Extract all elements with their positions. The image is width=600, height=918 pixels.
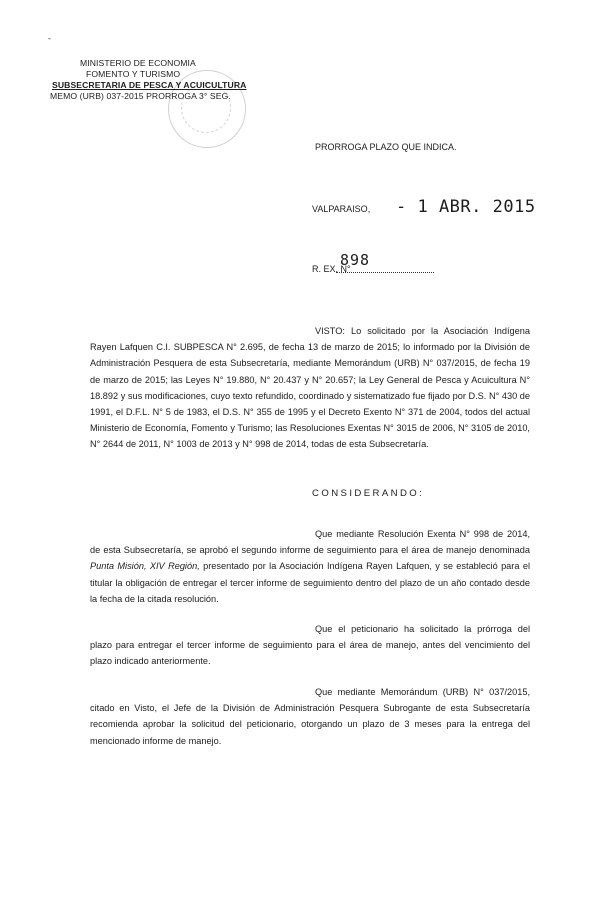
date-stamp: - 1 ABR. 2015 [396,197,536,217]
considerando-2-lead: Que el peticionario ha solicitado la prórroga del [315,624,530,634]
considerando-2-body: plazo para entregar el tercer informe de seguimiento para el área de manejo, antes del vencimiento del plazo indicado anteriormente. [90,640,530,667]
considerando-3-lead: Que mediante Memorándum (URB) N° [315,687,484,697]
document-subject: PRORROGA PLAZO QUE INDICA. [315,142,457,152]
letterhead-ministry: MINISTERIO DE ECONOMIA [80,58,196,68]
resolution-label: R. EX. N° [312,264,351,274]
place-label: VALPARAISO, [312,204,371,214]
visto-paragraph [90,323,530,453]
letterhead-fomento: FOMENTO Y TURISMO [86,69,181,79]
considerando-1-lead: Que mediante Resolución Exenta N° 998 de [315,529,504,539]
considerando-paragraph-1 [90,526,530,607]
margin-mark: - [48,33,51,43]
visto-lead: VISTO: Lo solicitado por la Asociación Indígena [315,326,530,336]
considerando-heading: CONSIDERANDO: [312,488,425,499]
considerando-paragraph-3 [90,684,530,749]
resolution-number-line [336,272,434,273]
resolution-number: 898 [340,251,371,269]
letterhead-subsecretaria: SUBSECRETARIA DE PESCA Y ACUICULTURA [52,80,247,90]
letterhead [50,58,247,102]
area-name: Punta Misión, XIV Región, [90,561,200,572]
visto-body: Rayen Lafquen C.I. SUBPESCA N° 2.695, de fecha 13 de marzo de 2015; lo informado por la División de Administración Pesquera de esta Subsecretaría, mediante Memorándum (URB) N° 037/2015, de fecha 19 de marzo de 2015; las Leyes N° 19.880, N° 20.437 y N° 20.657; la Ley General de Pesca y Acuicultura N° 18.892 y sus modificaciones, cuyo texto refundido, coordinado y sistematizado fue fijado por D.S. N° 430 de 1991, el D.F.L. N° 5 de 1983, el D.S. N° 355 de 1995 y el Decreto Exento N° 371 de 2004, todos del actual Ministerio de Economía, Fomento y Turismo; las Resoluciones Exentas N° 3015 de 2006, N° 3105 de 2010, N° 2644 de 2011, N° 1003 de 2013 y N° 998 de 2014, todas de esta Subsecretaría. [90,342,530,450]
considerando-paragraph-2 [90,621,530,670]
considerando-1-text-a: 2014, de esta Subsecretaría, se aprobó el segundo informe de seguimiento para el área de manejo denominada [90,529,531,556]
considerando-1-text-b: presentado por la Asociación Indígena Rayen Lafquen, y se estableció para el titular la obligación de entregar el tercer informe de seguimiento dentro del plazo de un año contado desde la fecha de la citada resolución. [90,561,530,604]
considerando-3-body: 037/2015, citado en Visto, el Jefe de la División de Administración Pesquera Subrogante de esta Subsecretaría recomienda aprobar la solicitud del peticionario, otorgando un plazo de 3 meses para la entrega del mencionado informe de manejo. [90,687,530,746]
letterhead-memo-ref: MEMO (URB) 037-2015 PRORROGA 3° SEG. [50,91,231,101]
